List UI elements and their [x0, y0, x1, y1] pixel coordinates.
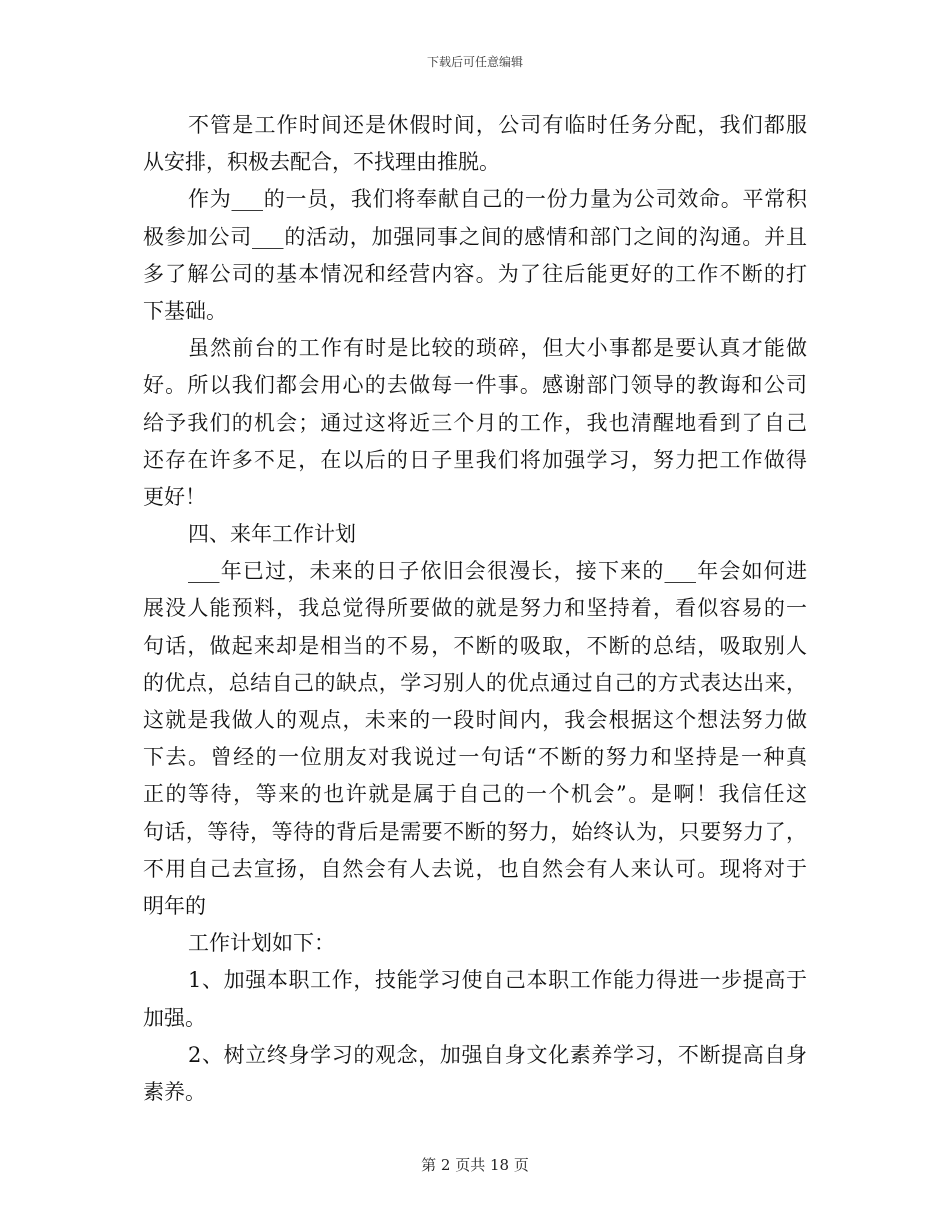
- text-line: 的优点，总结自己的缺点，学习别人的优点通过自己的方式表达出来，: [143, 670, 807, 695]
- text-line: 正的等待，等来的也许就是属于自己的一个机会”。是啊！我信任这: [143, 782, 807, 807]
- text-line: 虽然前台的工作有时是比较的琐碎，但大小事都是要认真才能做: [188, 336, 807, 361]
- page-header-note: 下载后可任意编辑: [426, 55, 523, 69]
- text-line: 作为___的一员，我们将奉献自己的一份力量为公司效命。平常积: [188, 187, 807, 212]
- text-line: 不用自己去宣扬，自然会有人去说，也自然会有人来认可。现将对于: [143, 856, 807, 881]
- text-line: 不管是工作时间还是休假时间，公司有临时任务分配，我们都服: [188, 113, 807, 137]
- text-line: 句话，等待，等待的背后是需要不断的努力，始终认为，只要努力了，: [143, 819, 807, 844]
- text-line: ___年已过，未来的日子依旧会很漫长，接下来的___年会如何进: [188, 559, 807, 584]
- heading-line: 四、来年工作计划: [188, 522, 356, 547]
- text-line: 句话，做起来却是相当的不易，不断的吸取，不断的总结，吸取别人: [143, 633, 807, 658]
- paragraph: [143, 181, 807, 330]
- list-item: [143, 962, 807, 1036]
- text-line: 还存在许多不足，在以后的日子里我们将加强学习，努力把工作做得: [143, 447, 807, 472]
- text-line: 工作计划如下：: [188, 931, 335, 956]
- text-line: 1、加强本职工作，技能学习使自己本职工作能力得进一步提高于: [188, 968, 807, 993]
- list-item: [143, 1037, 807, 1111]
- paragraph: [143, 107, 807, 181]
- text-line: 加强。: [143, 1005, 206, 1030]
- text-line: 明年的: [143, 893, 206, 918]
- text-line: 这就是我做人的观点，未来的一段时间内，我会根据这个想法努力做: [143, 708, 807, 732]
- text-line: 更好！: [143, 484, 206, 509]
- paragraph: [143, 330, 807, 516]
- text-line: 2、树立终身学习的观念，加强自身文化素养学习，不断提高自身: [188, 1042, 807, 1067]
- text-line: 极参加公司___的活动，加强同事之间的感情和部门之间的沟通。并且: [143, 224, 807, 249]
- text-line: 素养。: [143, 1079, 206, 1104]
- document-body: [143, 107, 807, 1111]
- page-number: 第 2 页共 18 页: [421, 1156, 529, 1174]
- paragraph: [143, 553, 807, 925]
- text-line: 下基础。: [143, 298, 227, 323]
- section-heading: [143, 516, 807, 553]
- text-line: 从安排，积极去配合，不找理由推脱。: [143, 150, 500, 175]
- text-line: 展没人能预料，我总觉得所要做的就是努力和坚持着，看似容易的一: [143, 596, 807, 621]
- text-line: 下去。曾经的一位朋友对我说过一句话“不断的努力和坚持是一种真: [143, 745, 807, 770]
- text-line: 好。所以我们都会用心的去做每一件事。感谢部门领导的教诲和公司: [143, 373, 807, 398]
- text-line: 给予我们的机会；通过这将近三个月的工作，我也清醒地看到了自己: [143, 410, 807, 435]
- text-line: 多了解公司的基本情况和经营内容。为了往后能更好的工作不断的打: [143, 261, 807, 286]
- paragraph: [143, 925, 807, 962]
